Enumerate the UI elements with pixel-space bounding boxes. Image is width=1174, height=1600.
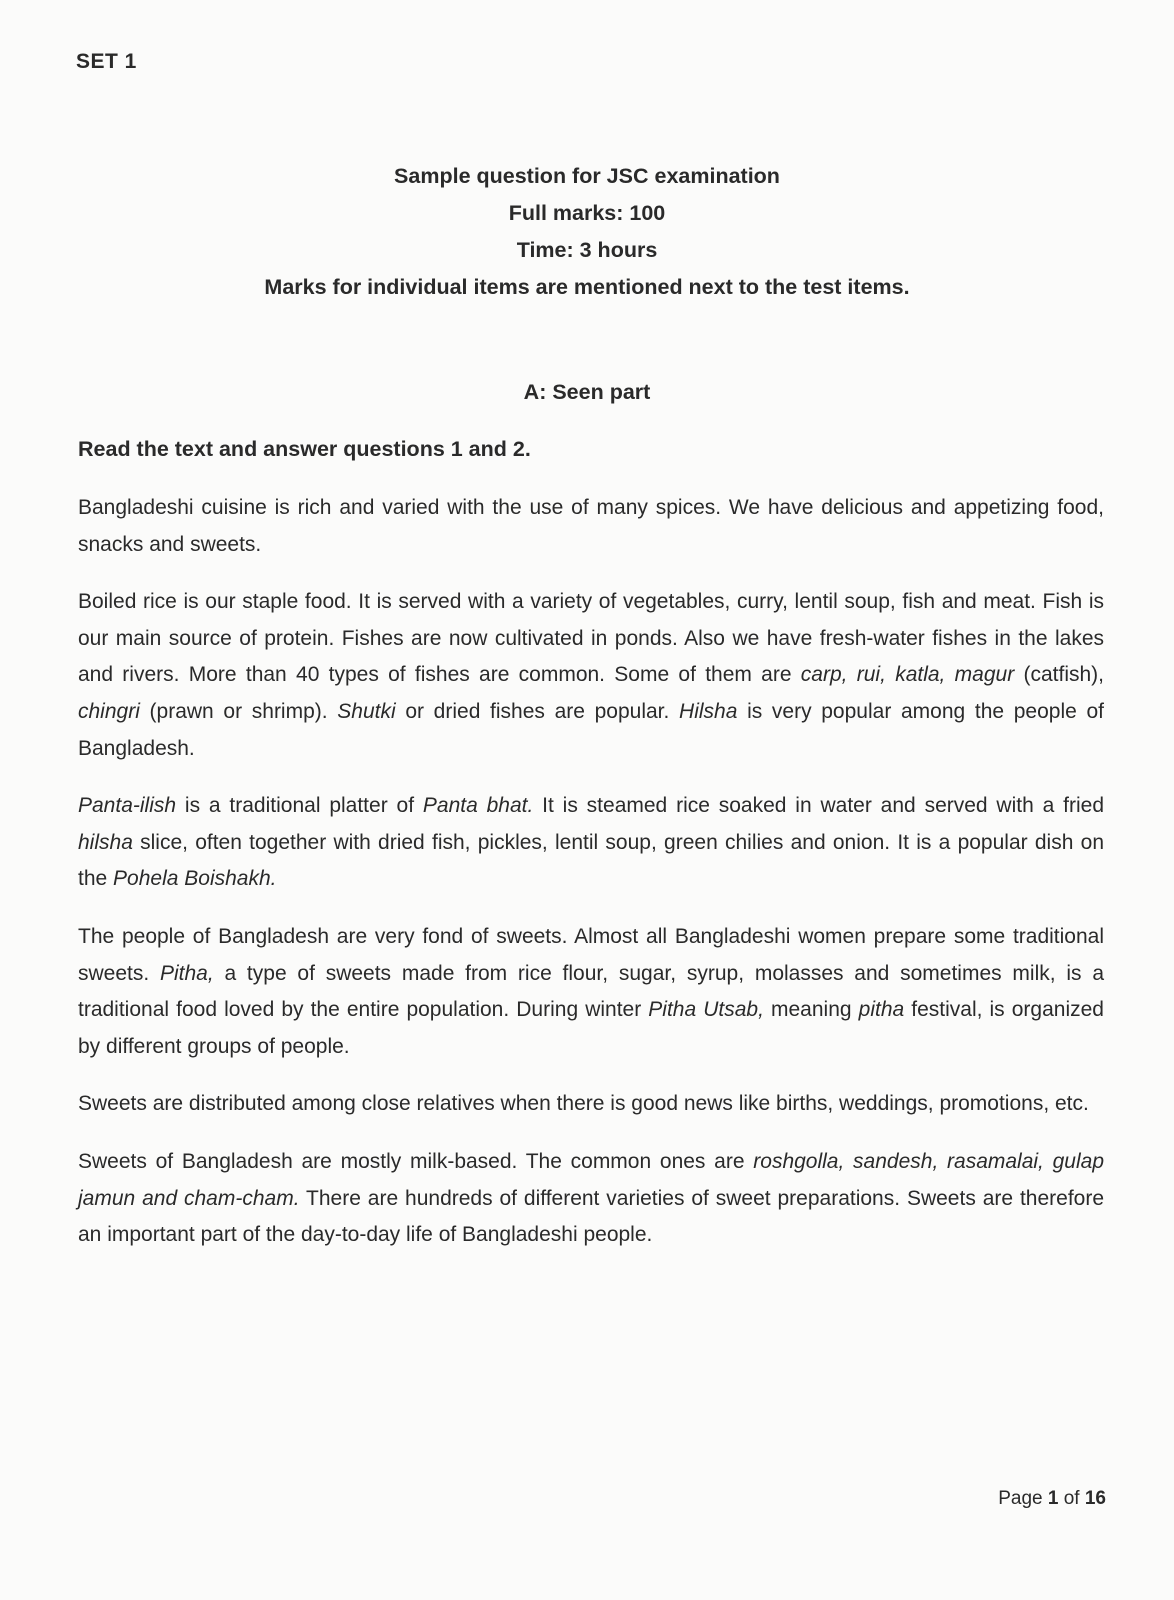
full-marks: Full marks: 100 (508, 201, 666, 225)
paragraph-4 (78, 919, 1104, 1065)
total-pages: 16 (1084, 1488, 1106, 1509)
text-run: or dried fishes are popular. (395, 699, 680, 723)
text-run: Sweets of Bangladesh are mostly milk-based. The common ones are (78, 1149, 754, 1173)
italic-run: Hilsha (679, 699, 738, 723)
reading-passage (78, 490, 1104, 1275)
of-word: of (1063, 1488, 1080, 1509)
paragraph-3 (78, 788, 1104, 898)
italic-run: Panta-ilish (78, 794, 177, 818)
marks-note: Marks for individual items are mentioned next to the test items. (264, 275, 910, 299)
page-number (998, 1488, 1106, 1510)
italic-run: carp, rui, katla, magur (800, 663, 1015, 687)
italic-run: Panta bhat. (422, 794, 534, 818)
section-title: A: Seen part (523, 380, 651, 404)
paragraph-5: Sweets are distributed among close relatives when there is good news like births, weddings, promotions, etc. (78, 1092, 1089, 1116)
text-run: is very popular among the people of Bangladesh. (78, 699, 1104, 760)
italic-run: Shutki (337, 699, 396, 723)
text-run: It is steamed rice soaked in water and served with a fried (533, 794, 1104, 818)
paragraph-2 (78, 584, 1104, 767)
paragraph-6 (78, 1144, 1104, 1254)
italic-run: roshgolla, sandesh, rasamalai, gulap jamun and cham-cham. (78, 1149, 1105, 1210)
italic-run: hilsha (78, 830, 133, 854)
text-run: festival, is organized by different groups of people. (78, 998, 1104, 1058)
instruction: Read the text and answer questions 1 and 2. (78, 437, 531, 461)
text-run: There are hundreds of different varieties of sweet preparations. Sweets are therefore an important part of the day-to-day life of Bangladeshi people. (78, 1186, 1105, 1247)
paragraph-1: Bangladeshi cuisine is rich and varied with the use of many spices. We have delicious and appetizing food, snacks and sweets. (78, 496, 1104, 556)
set-label: SET 1 (76, 50, 137, 73)
current-page: 1 (1047, 1488, 1059, 1509)
text-run: meaning (763, 998, 859, 1022)
italic-run: Pohela Boishakh. (113, 867, 277, 891)
text-run: slice, often together with dried fish, pickles, lentil soup, green chilies and onion. It is a popular dish on the (78, 830, 1104, 891)
exam-time: Time: 3 hours (516, 238, 658, 262)
text-run: a type of sweets made from rice flour, sugar, syrup, molasses and sometimes milk, is a traditional food loved by the entire population. During winter (78, 961, 1104, 1022)
italic-run: Pitha Utsab, (648, 998, 764, 1022)
text-run: (catfish), (1014, 663, 1104, 687)
page-word: Page (998, 1488, 1043, 1509)
italic-run: pitha (858, 998, 905, 1022)
text-run: The people of Bangladesh are very fond of sweets. Almost all Bangladeshi women prepare some traditional sweets. (78, 924, 1104, 985)
text-run: is a traditional platter of (176, 794, 423, 818)
exam-header (0, 158, 1174, 306)
exam-title: Sample question for JSC examination (394, 164, 780, 188)
text-run: (prawn or shrimp). (139, 699, 338, 723)
text-run: Boiled rice is our staple food. It is served with a variety of vegetables, curry, lentil soup, fish and meat. Fish is our main source of protein. Fishes are now cultivated in ponds. Also we have fresh-water fishes in the lakes and rivers. More than 40 types of fishes are common. Some of them are (78, 590, 1104, 687)
italic-run: Pitha, (159, 961, 214, 985)
italic-run: chingri (78, 699, 140, 723)
